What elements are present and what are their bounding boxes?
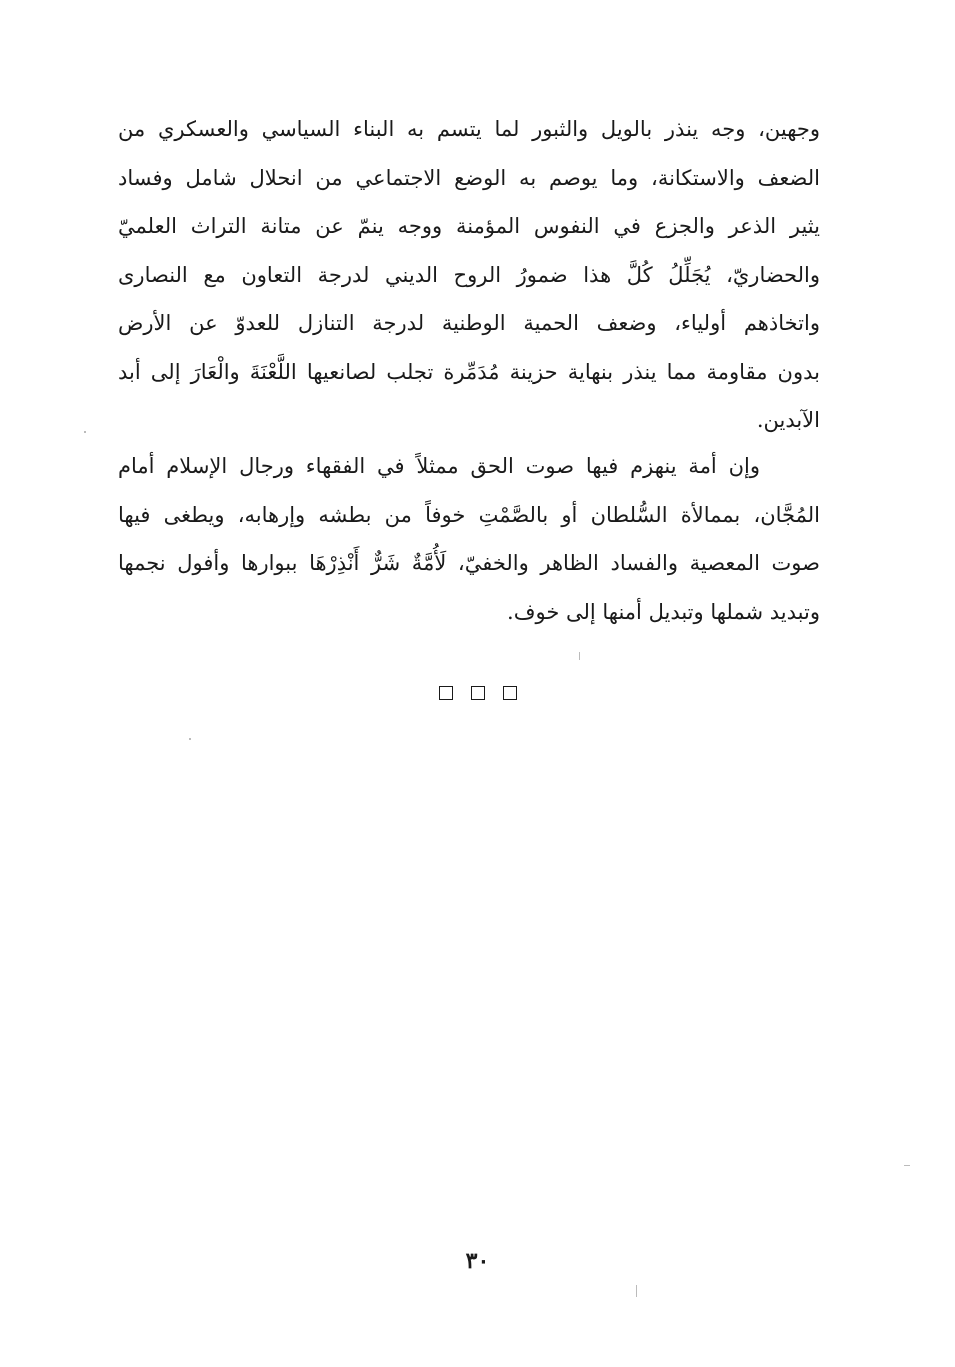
paragraph-line: يثير الذعر والجزع في النفوس المؤمنة ووجه ينمّ عن متانة التراث العلميّ (118, 214, 820, 238)
paragraph-2 (118, 442, 820, 636)
paragraph-line: والحضاريّ، يُجَلِّلُ كُلَّ هذا ضمورُ الروح الديني لدرجة التعاون مع النصارى (118, 262, 820, 287)
hollow-square-icon (503, 686, 517, 700)
page-number: ٣٠ (465, 1248, 490, 1274)
paragraph-1 (118, 105, 820, 445)
scan-speck (189, 738, 191, 740)
paragraph-line: وتبديد شملها وتبديل أمنها إلى خوف. (507, 599, 820, 624)
hollow-square-icon (471, 686, 485, 700)
scan-speck (636, 1285, 637, 1297)
paragraph-line: المُجَّان، بممالأة السُّلطان أو بالصَّمْتِ خوفاً من بطشه وإرهابه، ويطغى فيها (118, 502, 820, 527)
paragraph-line: وجهين، وجه ينذر بالويل والثبور لما يتسم به البناء السياسي والعسكري من (118, 117, 820, 141)
paragraph-line: صوت المعصية والفساد الظاهر والخفيّ، لَأُمَّةٌ شَرٌّ أَنْذِرْهَا ببوارها وأفول نجمها (118, 551, 820, 575)
paragraph-line: وإن أمة ينهزم فيها صوت الحق ممثلاً في الفقهاء ورجال الإسلام أمام (118, 454, 760, 478)
hollow-square-icon (439, 686, 453, 700)
scan-speck (904, 1165, 910, 1166)
paragraph-line: الضعف والاستكانة، وما يوصم به الوضع الاجتماعي من انحلال شامل وفساد (118, 165, 820, 190)
paragraph-line: واتخاذهم أولياء، وضعف الحمية الوطنية لدرجة التنازل للعدوّ عن الأرض (118, 311, 820, 335)
scan-speck (84, 431, 86, 433)
scan-speck (579, 652, 580, 660)
paragraph-line: الآبدين. (756, 408, 820, 432)
paragraph-line: بدون مقاومة مما ينذر بنهاية حزينة مُدَمِّرة تجلب لصانعيها اللَّعْنَةَ والْعَارَ إلى أبد (118, 359, 820, 384)
section-divider-ornament (0, 686, 955, 700)
